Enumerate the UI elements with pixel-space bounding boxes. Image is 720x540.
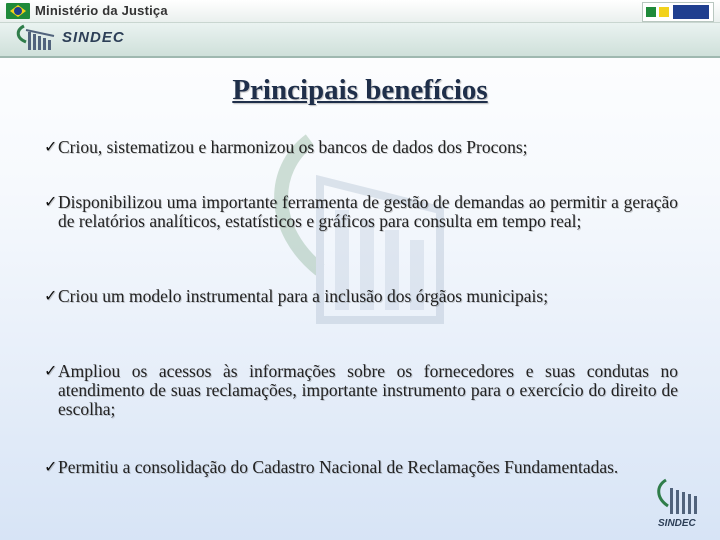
checkmark-icon: ✓ bbox=[44, 137, 58, 156]
benefit-item bbox=[44, 286, 678, 306]
header-band bbox=[0, 23, 720, 58]
checkmark-icon: ✓ bbox=[44, 286, 58, 305]
benefit-item bbox=[44, 137, 678, 157]
checkmark-icon: ✓ bbox=[44, 192, 58, 211]
sindec-corner-label: SINDEC bbox=[658, 518, 696, 529]
benefit-text: Ampliou os acessos às informações sobre os fornecedores e suas condutas no atendimento de suas reclamações, importante instrumento para o exercício do direito de escolha; bbox=[58, 361, 678, 419]
ministry-label: Ministério da Justiça bbox=[35, 3, 168, 18]
benefit-text: Criou um modelo instrumental para a inclusão dos órgãos municipais; bbox=[58, 286, 549, 306]
brazil-flag-icon bbox=[6, 3, 30, 19]
page-title: Principais benefícios bbox=[232, 74, 488, 106]
checkmark-icon: ✓ bbox=[44, 457, 58, 476]
benefit-text: Disponibilizou uma importante ferramenta de gestão de demandas ao permitir a geração de relatórios analíticos, estatísticos e gráficos para consulta em tempo real; bbox=[58, 192, 678, 231]
benefit-text: Criou, sistematizou e harmonizou os bancos de dados dos Procons; bbox=[58, 137, 528, 157]
benefit-item bbox=[44, 361, 678, 419]
government-logo-icon bbox=[642, 2, 714, 22]
benefit-text: Permitiu a consolidação do Cadastro Nacional de Reclamações Fundamentadas. bbox=[58, 457, 619, 477]
sindec-label: SINDEC bbox=[62, 29, 125, 46]
benefit-item bbox=[44, 457, 678, 477]
checkmark-icon: ✓ bbox=[44, 361, 58, 380]
benefit-item bbox=[44, 192, 678, 231]
top-bar bbox=[0, 0, 720, 23]
